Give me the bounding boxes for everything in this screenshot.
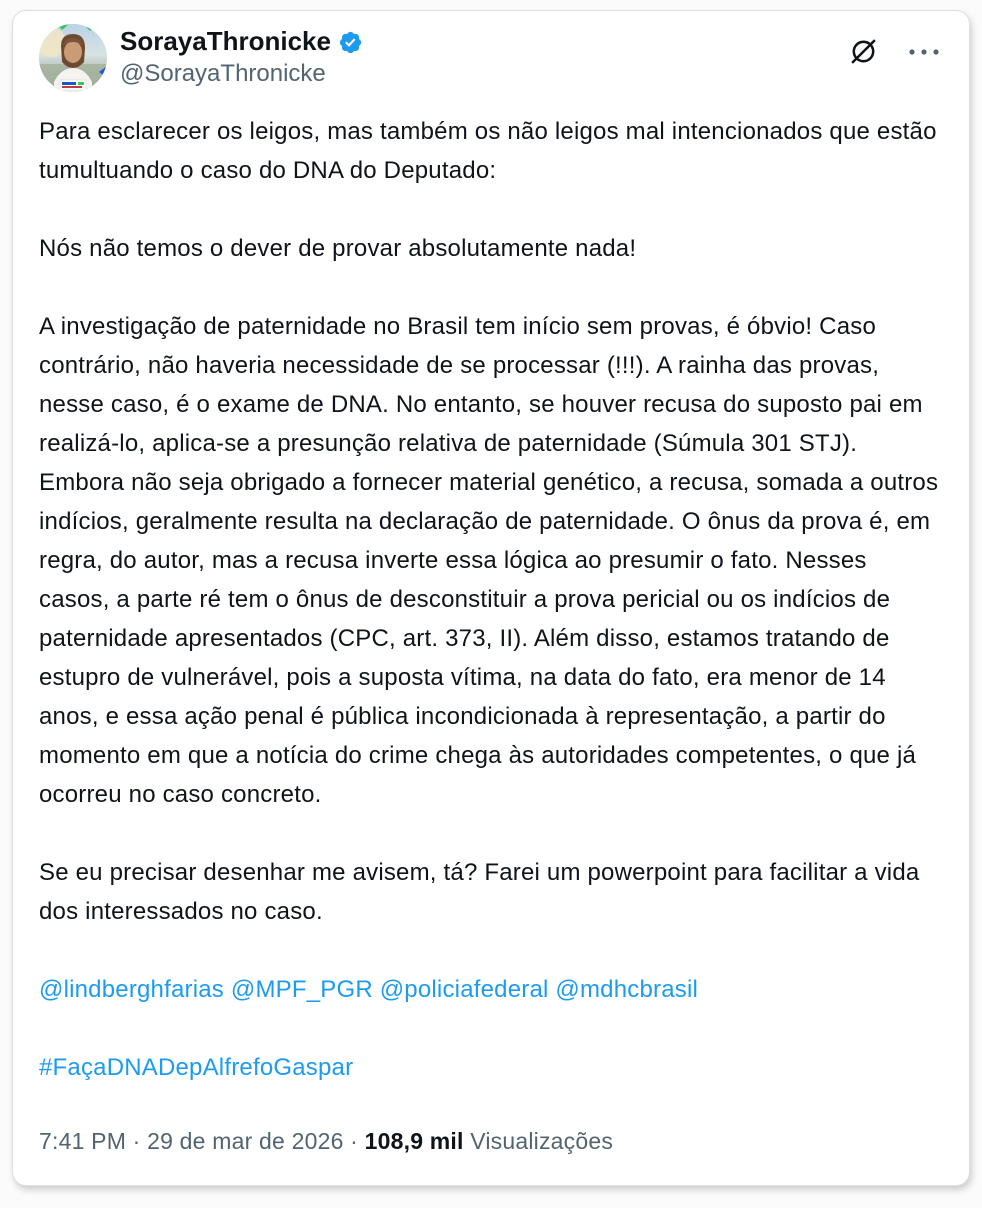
user-identity: [120, 24, 848, 89]
mention-link[interactable]: @MPF_PGR: [230, 976, 373, 1003]
tweet-card: [12, 10, 970, 1186]
avatar[interactable]: [39, 24, 107, 92]
tweet-meta: [39, 1126, 943, 1156]
mention-link[interactable]: @policiafederal: [379, 976, 549, 1003]
tweet-hashtag-row: [39, 1048, 943, 1087]
display-name[interactable]: SorayaThronicke: [120, 26, 331, 56]
more-options-icon[interactable]: [907, 47, 941, 57]
mention-link[interactable]: @mdhcbrasil: [555, 976, 699, 1003]
avatar-photo: [39, 24, 107, 92]
verified-badge-icon: [338, 30, 363, 55]
timestamp[interactable]: 7:41 PM · 29 de mar de 2026 ·: [39, 1128, 359, 1154]
tweet-paragraph: A investigação de paternidade no Brasil tem início sem provas, é óbvio! Caso contrário, não haveria necessidade de se processar (!!!). A rainha das provas, nesse caso, é o exame de DNA. No entanto, se houver recusa do suposto pai em realizá-lo, aplica-se a presunção relativa de paternidade (Súmula 301 STJ). Embora não seja obrigado a fornecer material genético, a recusa, somada a outros indícios, geralmente resulta na declaração de paternidade. O ônus da prova é, em regra, do autor, mas a recusa inverte essa lógica ao presumir o fato. Nesses casos, a parte ré tem o ônus de desconstituir a prova pericial ou os indícios de paternidade apresentados (CPC, art. 373, II). Além disso, estamos tratando de estupro de vulnerável, pois a suposta vítima, na data do fato, era menor de 14 anos, e essa ação penal é pública incondicionada à representação, a partir do momento em que a notícia do crime chega às autoridades competentes, o que já ocorreu no caso concreto.: [39, 313, 939, 808]
tweet-paragraph: Se eu precisar desenhar me avisem, tá? Farei um powerpoint para facilitar a vida dos interessados no caso.: [39, 859, 920, 925]
mention-link[interactable]: @lindberghfarias: [39, 976, 224, 1003]
tweet-mentions: [39, 970, 943, 1009]
views-label: Visualizações: [470, 1128, 614, 1154]
tweet-header: [39, 24, 943, 92]
grok-icon[interactable]: [848, 36, 879, 67]
tweet-paragraph: Para esclarecer os leigos, mas também os não leigos mal intencionados que estão tumultuando o caso do DNA do Deputado:: [39, 118, 937, 184]
views-count: 108,9 mil: [364, 1128, 464, 1154]
tweet-paragraph: Nós não temos o dever de provar absolutamente nada!: [39, 235, 637, 262]
tweet-text: [39, 112, 943, 1087]
hashtag-link[interactable]: #FaçaDNADepAlfrefoGaspar: [39, 1054, 354, 1081]
header-actions: [848, 24, 943, 67]
user-handle[interactable]: @SorayaThronicke: [120, 60, 326, 87]
